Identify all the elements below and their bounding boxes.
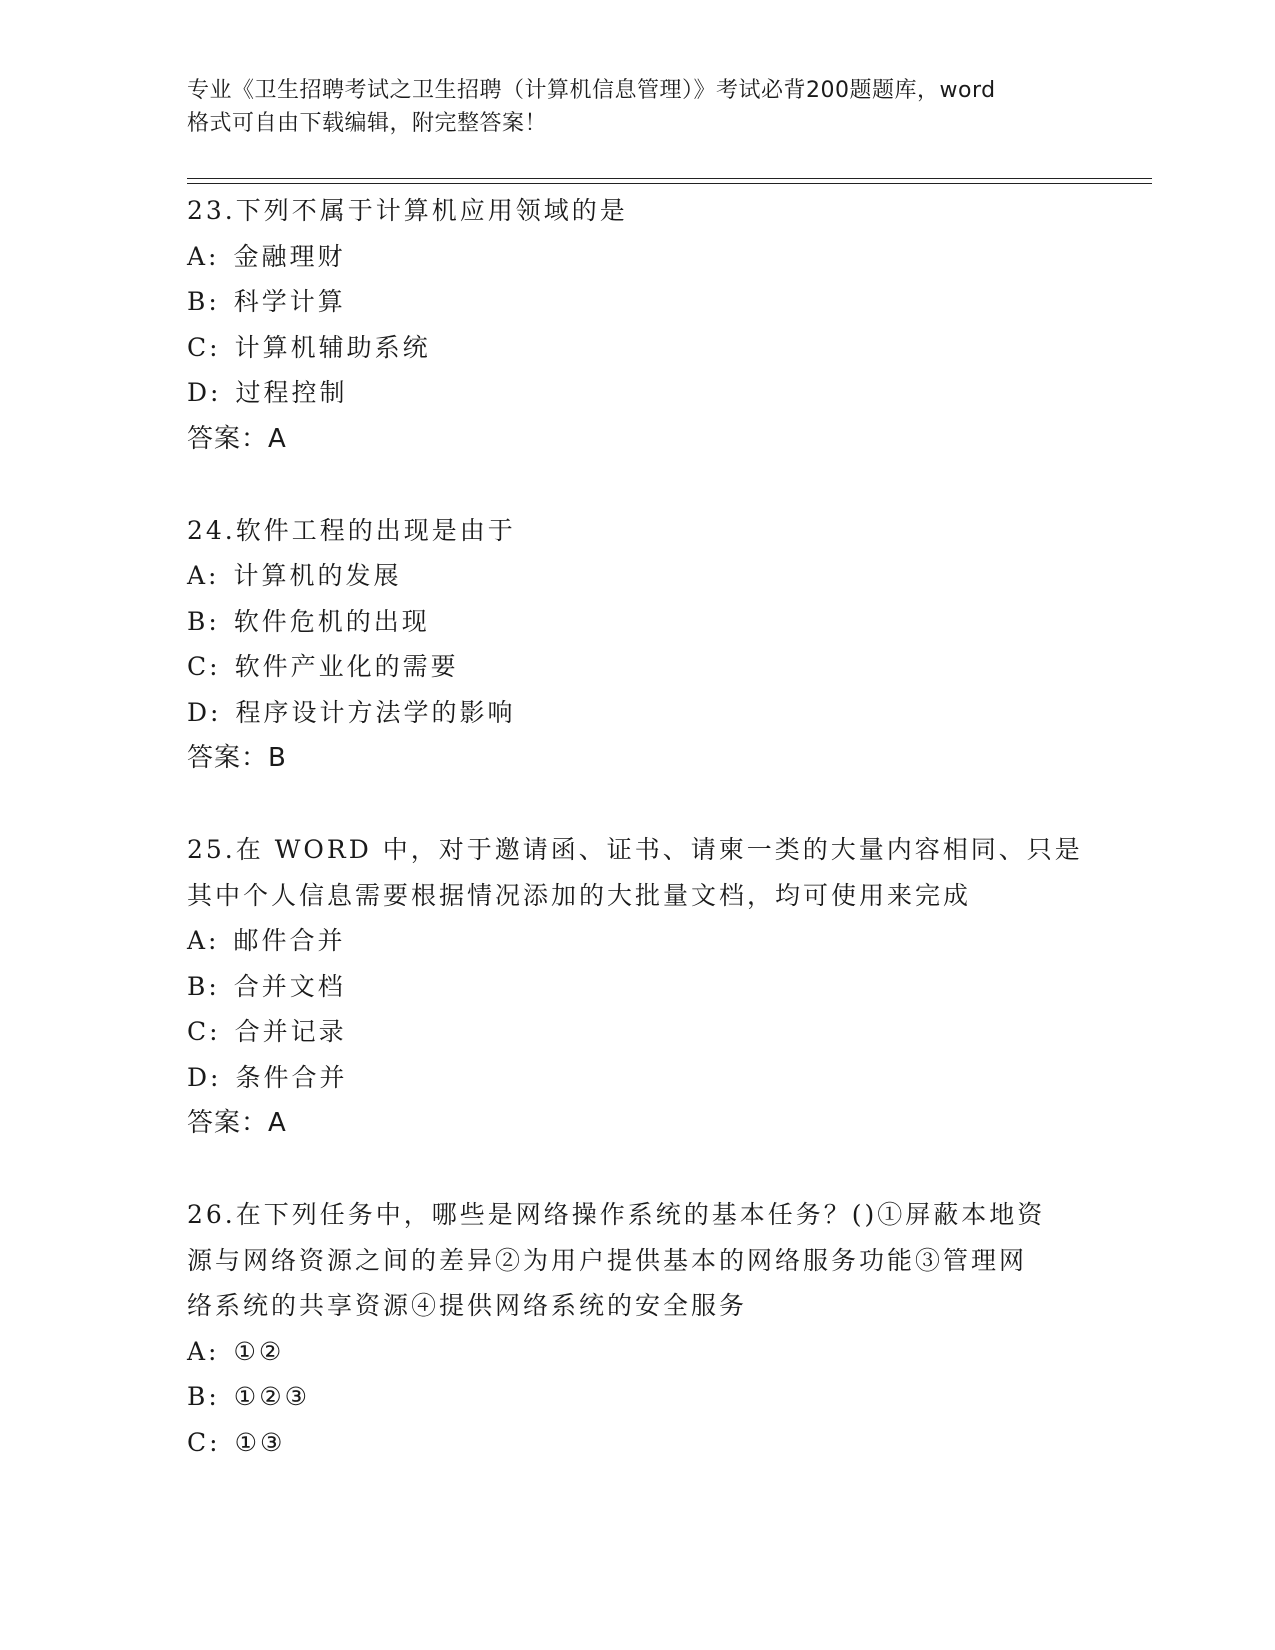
question-block: [187, 508, 1087, 782]
option-text: 合并文档: [233, 971, 346, 1001]
answer-option: [187, 370, 1087, 416]
option-text: 软件危机的出现: [233, 606, 430, 636]
option-text: 邮件合并: [233, 926, 346, 955]
option-letter: C:: [187, 332, 221, 362]
question-block: [187, 1192, 1087, 1465]
answer-option: [187, 1420, 1087, 1466]
question-text: 其中个人信息需要根据情况添加的大批量文档，均可使用来完成: [187, 880, 972, 910]
question-text: 26.在下列任务中，哪些是网络操作系统的基本任务？()①屏蔽本地资: [187, 1200, 1046, 1229]
answer-option: [187, 599, 1087, 645]
option-letter: B:: [187, 606, 220, 636]
header-divider: [187, 178, 1152, 179]
question-text: 源与网络资源之间的差异②为用户提供基本的网络服务功能③管理网: [187, 1245, 1028, 1275]
option-letter: C:: [187, 1427, 221, 1457]
option-text: 计算机辅助系统: [234, 332, 431, 362]
option-letter: D:: [187, 378, 222, 407]
question-block: [187, 188, 1087, 462]
question-text: 络系统的共享资源④提供网络系统的安全服务: [187, 1291, 748, 1320]
answer-option: [187, 279, 1087, 325]
option-text: 过程控制: [235, 378, 348, 407]
option-text: 计算机的发展: [233, 561, 402, 590]
question-block: [187, 827, 1087, 1146]
option-letter: A:: [187, 926, 220, 955]
document-header: [187, 74, 1087, 140]
answer-option: [187, 553, 1087, 599]
option-letter: B:: [187, 971, 220, 1001]
option-letter: C:: [187, 652, 221, 681]
option-text: 软件产业化的需要: [234, 652, 459, 681]
answer-option: [187, 325, 1087, 371]
option-text: ①②③: [233, 1382, 311, 1411]
option-letter: D:: [187, 697, 222, 727]
option-letter: B:: [187, 1382, 220, 1411]
answer-key: 答案：B: [187, 743, 287, 773]
option-letter: B:: [187, 287, 220, 316]
answer-option: [187, 1009, 1087, 1055]
option-letter: A:: [187, 1336, 220, 1366]
answer-option: [187, 690, 1087, 736]
answer-option: [187, 964, 1087, 1010]
answer-option: [187, 644, 1087, 690]
header-line: 格式可自由下载编辑，附完整答案！: [187, 111, 548, 136]
option-letter: A:: [187, 561, 220, 590]
option-letter: A:: [187, 241, 220, 271]
option-text: 程序设计方法学的影响: [235, 697, 516, 727]
question-text: 25.在 WORD 中，对于邀请函、证书、请柬一类的大量内容相同、只是: [187, 835, 1083, 864]
header-line: 专业《卫生招聘考试之卫生招聘（计算机信息管理）》考试必背200题题库，word: [187, 78, 996, 103]
question-text: 24.软件工程的出现是由于: [187, 515, 516, 545]
answer-option: [187, 1055, 1087, 1101]
option-text: 金融理财: [233, 241, 346, 271]
option-letter: C:: [187, 1017, 221, 1046]
answer-option: [187, 1374, 1087, 1420]
option-text: 条件合并: [235, 1062, 348, 1092]
answer-key: 答案：A: [187, 1108, 287, 1138]
question-text: 23.下列不属于计算机应用领域的是: [187, 196, 628, 225]
option-text: 科学计算: [233, 287, 346, 316]
option-text: ①③: [234, 1427, 286, 1457]
answer-option: [187, 918, 1087, 964]
option-text: ①②: [233, 1336, 285, 1366]
answer-key: 答案：A: [187, 423, 287, 454]
answer-option: [187, 1329, 1087, 1375]
option-letter: D:: [187, 1062, 222, 1092]
answer-option: [187, 234, 1087, 280]
option-text: 合并记录: [234, 1017, 347, 1046]
header-divider: [187, 183, 1152, 184]
question-list: [187, 188, 1087, 1511]
